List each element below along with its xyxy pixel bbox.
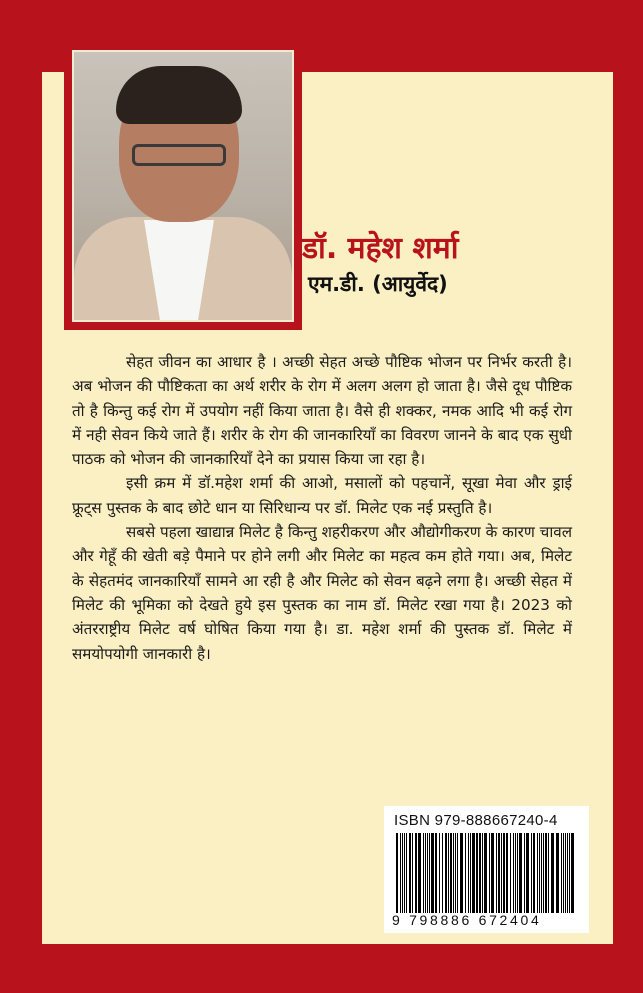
barcode-stripe: [479, 833, 481, 913]
barcode-stripe: [460, 833, 463, 913]
barcode-stripe: [551, 833, 554, 913]
barcode-stripe: [450, 833, 452, 913]
isbn-label: ISBN 979-888667240-4: [394, 812, 558, 829]
book-blurb: [72, 350, 572, 666]
barcode-stripe: [543, 833, 544, 913]
barcode-stripe: [425, 833, 426, 913]
barcode-stripe: [515, 833, 516, 913]
barcode-digits: 9 798886 672404: [392, 912, 542, 928]
barcode-stripe: [448, 833, 449, 913]
author-name: डॉ. महेश शर्मा: [302, 231, 459, 266]
barcode-stripe: [539, 833, 540, 913]
barcode-stripe: [503, 833, 505, 913]
barcode-stripe: [431, 833, 434, 913]
barcode-stripe: [541, 833, 542, 913]
barcode-stripe: [396, 833, 398, 913]
barcode-stripe: [506, 833, 508, 913]
barcode-stripe: [556, 833, 559, 913]
barcode-stripe: [406, 833, 407, 913]
barcode-stripe: [445, 833, 447, 913]
barcode-stripe: [404, 833, 405, 913]
barcode-stripe: [453, 833, 454, 913]
barcode-stripe: [517, 833, 518, 913]
barcode-stripe: [531, 833, 532, 913]
barcode-stripe: [412, 833, 413, 913]
barcode-stripe: [418, 833, 421, 913]
barcode-stripe: [400, 833, 401, 913]
blurb-paragraph-1: सेहत जीवन का आधार है । अच्छी सेहत अच्छे पौष्टिक भोजन पर निर्भर करती है। अब भोजन की पौष्टिकता का अर्थ शरीर के रोग में अलग अलग हो जाता है। जैसे दूध पौष्टिक तो है किन्तु कई रोग में उपयोग नहीं किया जाता है। वैसे ही शक्कर, नमक आदि भी कई रोग में नही सेवन किये जाते हैं। शरीर के रोग की जानकारियाँ का विवरण जानने के बाद एक सुधी पाठक को भोजन की जानकारियाँ देने का प्रयास किया जा रहा है।: [72, 353, 572, 469]
barcode-stripe: [567, 833, 568, 913]
barcode-stripe: [526, 833, 529, 913]
barcode-stripe: [537, 833, 538, 913]
barcode-stripe: [565, 833, 566, 913]
barcode-stripe: [429, 833, 430, 913]
barcode-stripe: [563, 833, 564, 913]
barcode-stripe: [455, 833, 456, 913]
barcode-stripe: [545, 833, 547, 913]
author-degree: एम.डी. (आयुर्वेद): [308, 272, 448, 296]
barcode-stripe: [435, 833, 437, 913]
blurb-paragraph-2: इसी क्रम में डॉ.महेश शर्मा की आओ, मसालों को पहचानें, सूखा मेवा और ड्राई फ्रूट्स पुस्तक के बाद छोटे धान या सिरिधान्य पर डॉ. मिलेट एक नई प्रस्तुति है।: [72, 474, 572, 517]
barcode-stripe: [561, 833, 562, 913]
barcode-stripe: [498, 833, 500, 913]
barcode-stripe: [472, 833, 475, 913]
barcode-bars: [394, 833, 580, 913]
barcode-stripe: [427, 833, 428, 913]
barcode-stripe: [519, 833, 522, 913]
barcode-stripe: [533, 833, 535, 913]
barcode-stripe: [484, 833, 487, 913]
barcode-stripe: [524, 833, 525, 913]
barcode-stripe: [496, 833, 497, 913]
author-photo: [72, 50, 294, 322]
barcode-stripe: [476, 833, 478, 913]
barcode-stripe: [415, 833, 417, 913]
barcode-stripe: [548, 833, 549, 913]
barcode-stripe: [457, 833, 458, 913]
blurb-paragraph-3: सबसे पहला खाद्यान्न मिलेट है किन्तु शहरीकरण और औद्योगीकरण के कारण चावल और गेहूँ की खेती बड़े पैमाने पर होने लगी और मिलेट का महत्व कम होते गया। अब, मिलेट के सेहतमंद जानकारियाँ सामने आ रही है और मिलेट को सेवन बढ़ने लगा है। अच्छी सेहत में मिलेट की भूमिका को देखते हुये इस पुस्तक का नाम डॉ. मिलेट रखा गया है। 2023 को अंतरराष्ट्रीय मिलेट वर्ष घोषित किया गया है। डा. महेश शर्मा की पुस्तक डॉ. मिलेट में समयोपयोगी जानकारी है।: [72, 523, 573, 663]
author-photo-frame: [64, 42, 302, 330]
barcode-stripe: [468, 833, 469, 913]
barcode-stripe: [513, 833, 514, 913]
barcode-stripe: [491, 833, 494, 913]
barcode-stripe: [423, 833, 424, 913]
barcode-stripe: [402, 833, 403, 913]
barcode-stripe: [571, 833, 574, 913]
barcode-stripe: [569, 833, 570, 913]
barcode-stripe: [409, 833, 411, 913]
barcode-stripe: [482, 833, 483, 913]
barcode-stripe: [489, 833, 490, 913]
barcode-stripe: [501, 833, 502, 913]
barcode-stripe: [465, 833, 466, 913]
barcode-stripe: [439, 833, 440, 913]
isbn-barcode: [384, 806, 589, 933]
barcode-stripe: [442, 833, 443, 913]
barcode-stripe: [510, 833, 511, 913]
barcode-stripe: [470, 833, 471, 913]
